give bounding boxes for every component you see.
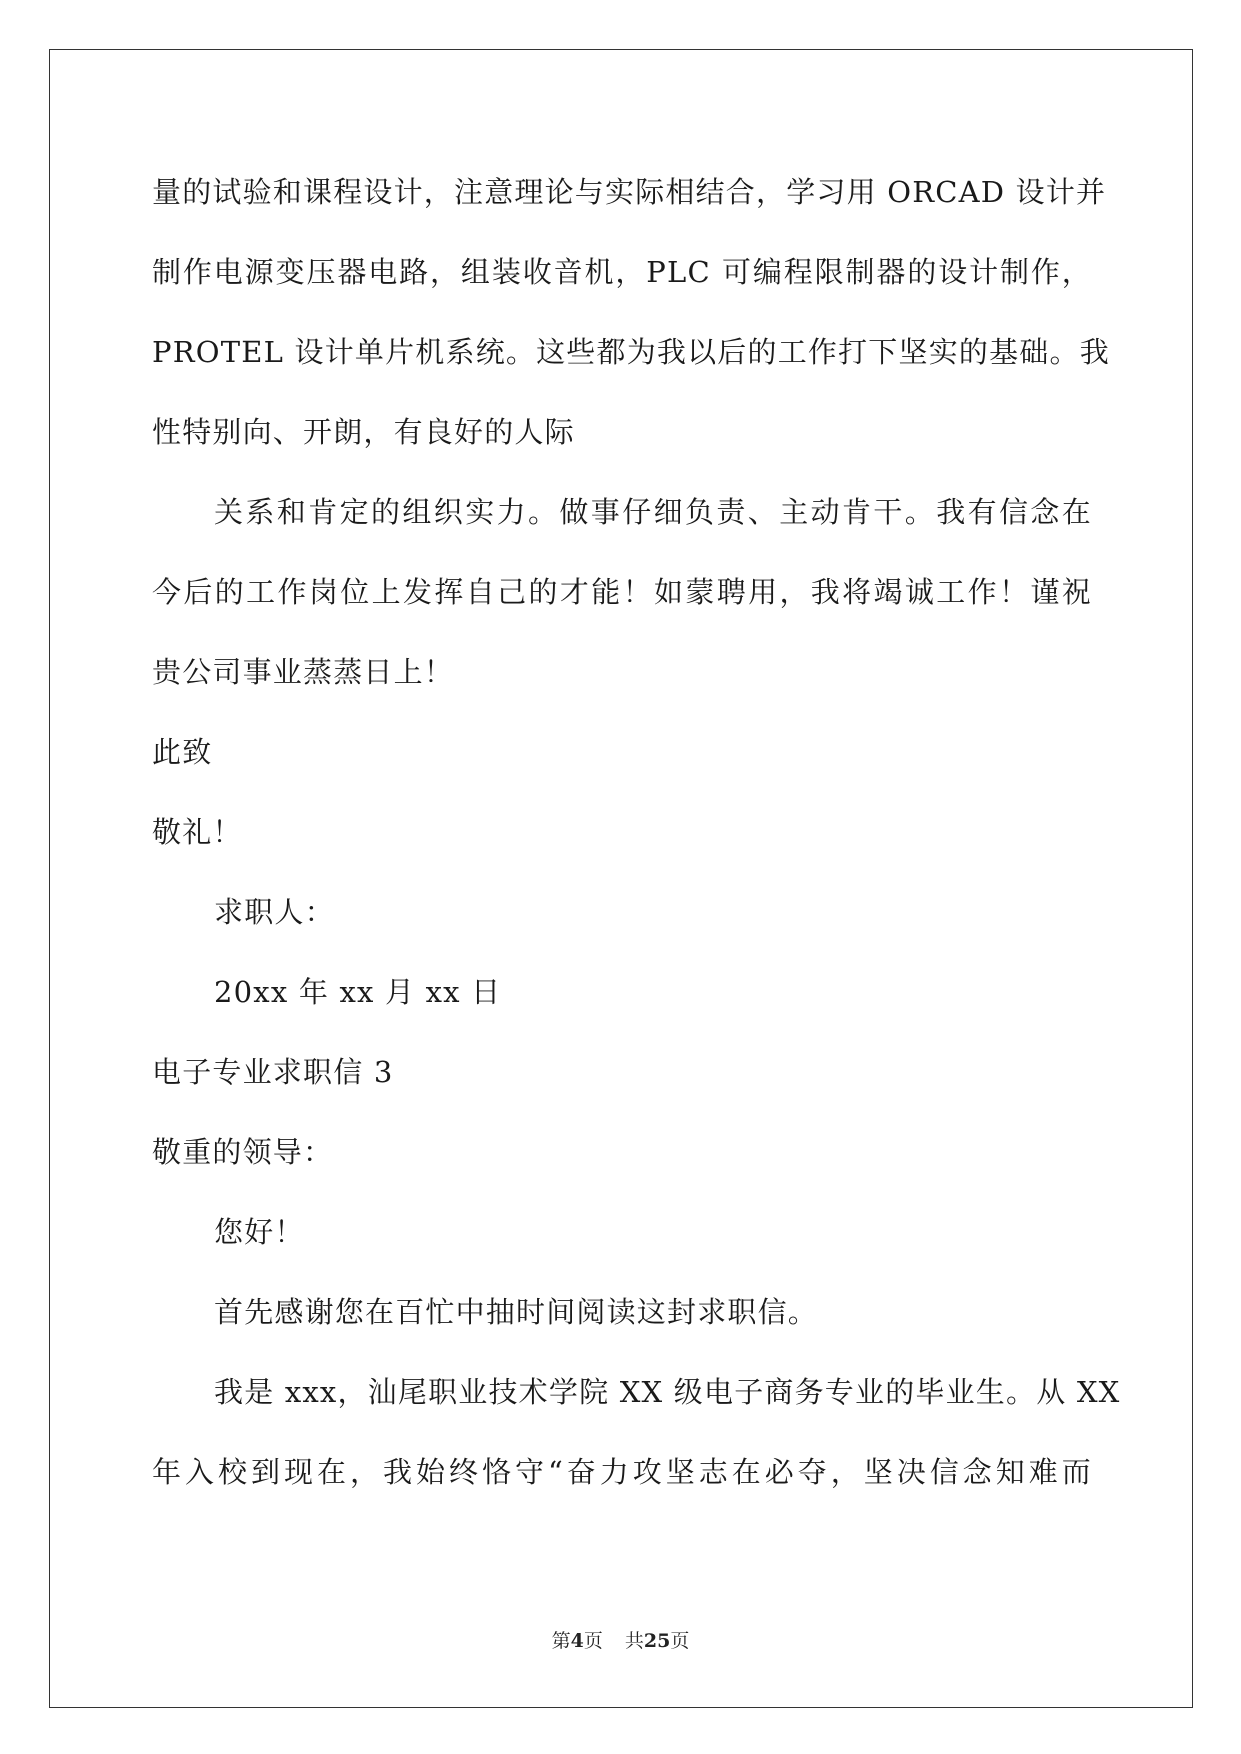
- text-line: 年入校到现在，我始终恪守“奋力攻坚志在必夺，坚决信念知难而: [152, 1455, 1092, 1489]
- date-line: 20xx 年 xx 月 xx 日: [214, 975, 502, 1009]
- text-line: PROTEL 设计单片机系统。这些都为我以后的工作打下坚实的基础。我: [152, 335, 1110, 369]
- text-line: 关系和肯定的组织实力。做事仔细负责、主动肯干。我有信念在: [214, 495, 1092, 529]
- closing-line: 此致: [152, 735, 213, 769]
- page-footer: [0, 1626, 1241, 1653]
- document-body: [152, 163, 1121, 1523]
- text-line: 性特别向、开朗，有良好的人际: [152, 415, 575, 449]
- section-title: 电子专业求职信 3: [152, 1055, 394, 1089]
- footer-page-label: 页: [583, 1630, 603, 1652]
- current-page-number: 4: [570, 1630, 584, 1652]
- text-line: 我是 xxx，汕尾职业技术学院 XX 级电子商务专业的毕业生。从 XX: [214, 1375, 1121, 1409]
- footer-total-prefix: 共: [624, 1630, 644, 1652]
- text-line: 首先感谢您在百忙中抽时间阅读这封求职信。: [214, 1295, 819, 1329]
- total-page-number: 25: [643, 1630, 671, 1652]
- text-line: 量的试验和课程设计，注意理论与实际相结合，学习用 ORCAD 设计并: [152, 175, 1107, 209]
- footer-prefix: 第: [551, 1630, 571, 1652]
- salutation-line: 敬礼！: [152, 815, 243, 849]
- signature-label: 求职人：: [214, 895, 335, 929]
- text-line: 制作电源变压器电路，组装收音机，PLC 可编程限制器的设计制作，: [152, 255, 1092, 289]
- footer-total-label: 页: [670, 1630, 690, 1652]
- text-line: 今后的工作岗位上发挥自己的才能！如蒙聘用，我将竭诚工作！谨祝: [152, 575, 1092, 609]
- greeting-line: 敬重的领导：: [152, 1135, 334, 1169]
- text-line: 贵公司事业蒸蒸日上！: [152, 655, 455, 689]
- text-line: 您好！: [214, 1215, 305, 1249]
